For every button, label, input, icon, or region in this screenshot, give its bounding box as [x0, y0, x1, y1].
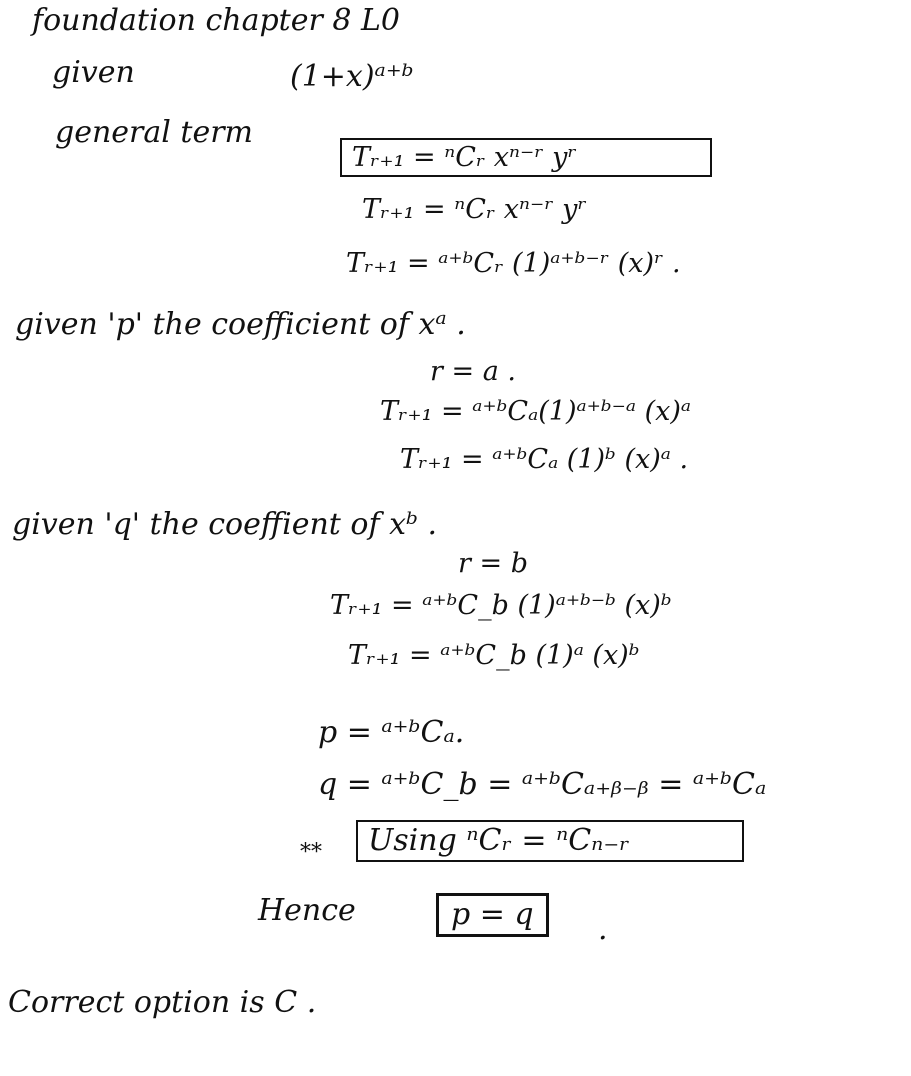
asterisk-marks: **: [300, 840, 322, 865]
r-equals-a: r = a .: [430, 356, 516, 387]
given-label: given: [52, 55, 135, 90]
hence-label: Hence: [258, 893, 356, 928]
term-q-line-1: Tᵣ₊₁ = ᵃ⁺ᵇC_b (1)ᵃ⁺ᵇ⁻ᵇ (x)ᵇ: [330, 590, 672, 621]
term-p-line-1: Tᵣ₊₁ = ᵃ⁺ᵇCₐ(1)ᵃ⁺ᵇ⁻ᵃ (x)ᵃ: [380, 396, 692, 427]
general-term-formula-3: Tᵣ₊₁ = ᵃ⁺ᵇCᵣ (1)ᵃ⁺ᵇ⁻ʳ (x)ʳ .: [346, 248, 681, 279]
p-value: p = ᵃ⁺ᵇCₐ.: [318, 715, 465, 750]
result-box: p = q: [436, 893, 549, 937]
general-term-formula-2: Tᵣ₊₁ = ⁿCᵣ xⁿ⁻ʳ yʳ: [362, 194, 587, 225]
general-term-label: general term: [55, 115, 253, 150]
using-identity-box: Using ⁿCᵣ = ⁿCₙ₋ᵣ: [356, 820, 744, 862]
heading: foundation chapter 8 L0: [32, 3, 400, 38]
given-q-statement: given 'q' the coeffient of xᵇ .: [12, 507, 438, 542]
r-equals-b: r = b: [458, 548, 528, 579]
given-expression: (1+x)ᵃ⁺ᵇ: [290, 59, 414, 94]
general-term-formula-box: Tᵣ₊₁ = ⁿCᵣ xⁿ⁻ʳ yʳ: [340, 138, 712, 177]
conclusion: Correct option is C .: [8, 985, 317, 1020]
given-p-statement: given 'p' the coefficient of xᵃ .: [15, 307, 466, 342]
term-q-line-2: Tᵣ₊₁ = ᵃ⁺ᵇC_b (1)ᵃ (x)ᵇ: [348, 640, 640, 671]
term-p-line-2: Tᵣ₊₁ = ᵃ⁺ᵇCₐ (1)ᵇ (x)ᵃ .: [400, 444, 689, 475]
result-dot: .: [598, 912, 608, 947]
q-value: q = ᵃ⁺ᵇC_b = ᵃ⁺ᵇCₐ₊ᵦ₋ᵦ = ᵃ⁺ᵇCₐ: [318, 767, 767, 802]
